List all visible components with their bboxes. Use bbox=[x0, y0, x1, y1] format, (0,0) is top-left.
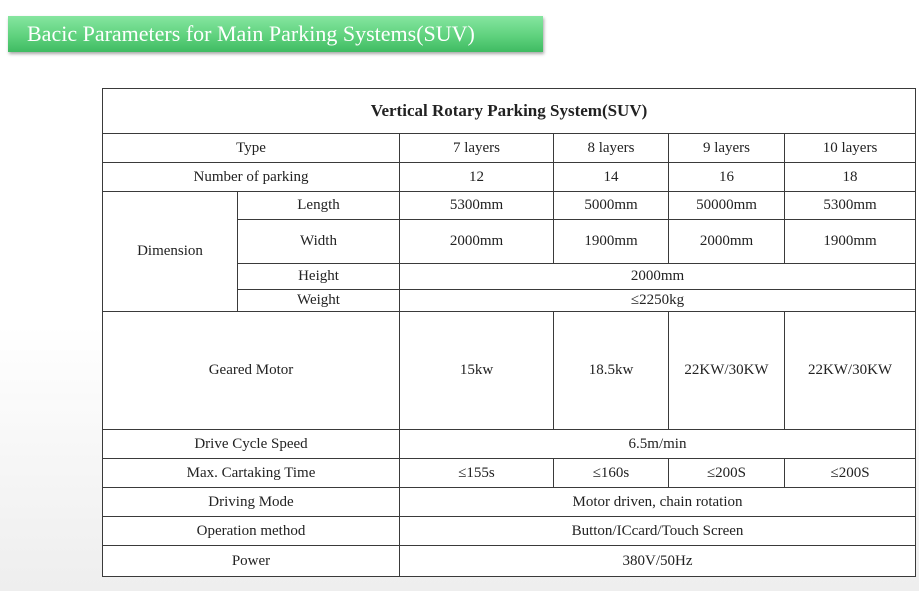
table-row-length bbox=[103, 192, 916, 220]
table-row-driving bbox=[103, 488, 916, 517]
cartaking-cell: ≤155s bbox=[400, 459, 554, 488]
width-cell: 2000mm bbox=[669, 220, 785, 264]
parking-spec-table bbox=[102, 88, 916, 577]
table-row-speed bbox=[103, 430, 916, 459]
type-7-layers: 7 layers bbox=[400, 134, 554, 163]
weight-value: ≤2250kg bbox=[400, 290, 916, 312]
type-label: Type bbox=[103, 134, 400, 163]
speed-label: Drive Cycle Speed bbox=[103, 430, 400, 459]
table-row-motor bbox=[103, 312, 916, 430]
width-cell: 2000mm bbox=[400, 220, 554, 264]
parking-cell: 18 bbox=[785, 163, 916, 192]
parking-cell: 14 bbox=[554, 163, 669, 192]
cartaking-label: Max. Cartaking Time bbox=[103, 459, 400, 488]
length-cell: 5300mm bbox=[785, 192, 916, 220]
width-cell: 1900mm bbox=[785, 220, 916, 264]
section-title: Bacic Parameters for Main Parking Systems(SUV) bbox=[27, 21, 475, 46]
type-8-layers: 8 layers bbox=[554, 134, 669, 163]
cartaking-cell: ≤160s bbox=[554, 459, 669, 488]
power-value: 380V/50Hz bbox=[400, 546, 916, 577]
motor-cell: 22KW/30KW bbox=[669, 312, 785, 430]
length-cell: 5300mm bbox=[400, 192, 554, 220]
operation-label: Operation method bbox=[103, 517, 400, 546]
operation-value: Button/ICcard/Touch Screen bbox=[400, 517, 916, 546]
power-label: Power bbox=[103, 546, 400, 577]
parking-cell: 16 bbox=[669, 163, 785, 192]
type-9-layers: 9 layers bbox=[669, 134, 785, 163]
motor-cell: 18.5kw bbox=[554, 312, 669, 430]
driving-label: Driving Mode bbox=[103, 488, 400, 517]
length-label: Length bbox=[238, 192, 400, 220]
table-row-operation bbox=[103, 517, 916, 546]
table-title: Vertical Rotary Parking System(SUV) bbox=[103, 89, 916, 134]
table-row-power bbox=[103, 546, 916, 577]
section-title-banner bbox=[8, 16, 543, 52]
driving-value: Motor driven, chain rotation bbox=[400, 488, 916, 517]
height-label: Height bbox=[238, 264, 400, 290]
cartaking-cell: ≤200S bbox=[669, 459, 785, 488]
weight-label: Weight bbox=[238, 290, 400, 312]
table-row-cartaking bbox=[103, 459, 916, 488]
table-row-parking bbox=[103, 163, 916, 192]
height-value: 2000mm bbox=[400, 264, 916, 290]
parking-label: Number of parking bbox=[103, 163, 400, 192]
table-row-type bbox=[103, 134, 916, 163]
type-10-layers: 10 layers bbox=[785, 134, 916, 163]
motor-cell: 22KW/30KW bbox=[785, 312, 916, 430]
motor-label: Geared Motor bbox=[103, 312, 400, 430]
width-cell: 1900mm bbox=[554, 220, 669, 264]
length-cell: 50000mm bbox=[669, 192, 785, 220]
cartaking-cell: ≤200S bbox=[785, 459, 916, 488]
speed-value: 6.5m/min bbox=[400, 430, 916, 459]
length-cell: 5000mm bbox=[554, 192, 669, 220]
dimension-label: Dimension bbox=[103, 192, 238, 312]
width-label: Width bbox=[238, 220, 400, 264]
parking-cell: 12 bbox=[400, 163, 554, 192]
motor-cell: 15kw bbox=[400, 312, 554, 430]
